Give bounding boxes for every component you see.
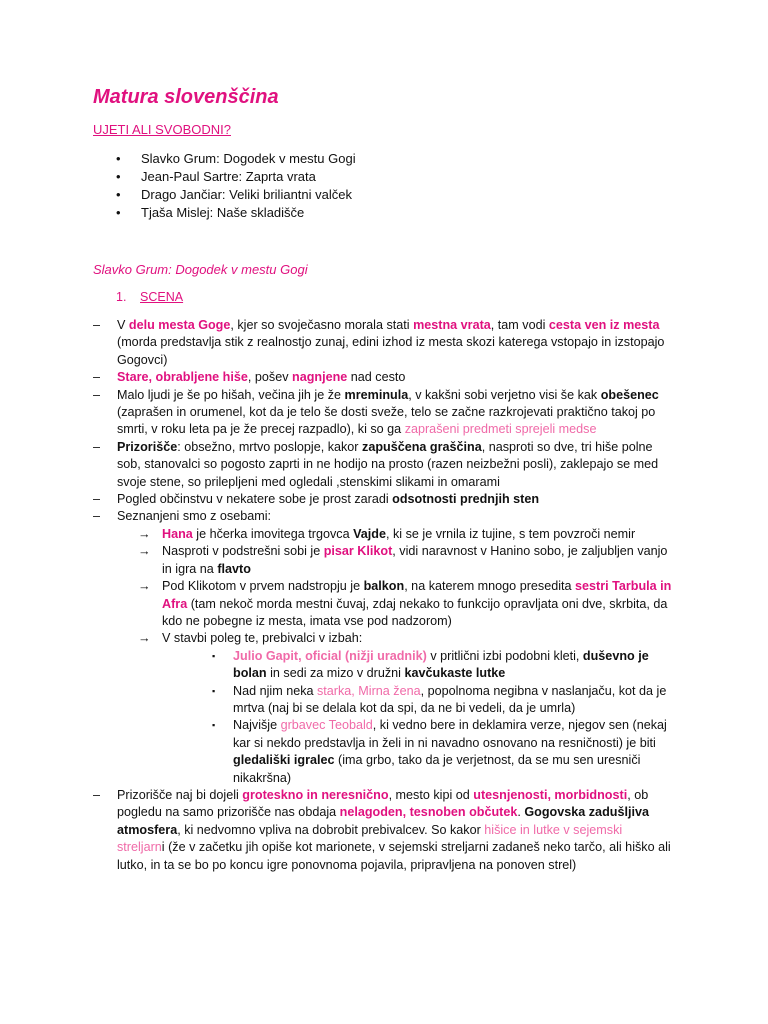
resident-item <box>162 717 673 787</box>
bold-text: mreminula <box>344 387 409 402</box>
square-bullet-icon: ▪ <box>212 685 216 696</box>
note-item <box>93 508 673 787</box>
highlight: Stare, obrabljene hiše <box>117 370 248 385</box>
character-item <box>117 630 673 787</box>
highlight: zaprašeni predmeti sprejeli medse <box>404 422 597 437</box>
text: V <box>117 318 129 332</box>
highlight: nelagoden, tesnoben občutek <box>339 805 518 820</box>
bold-text: obešenec <box>600 387 659 402</box>
text: , pošev <box>247 370 292 385</box>
highlight: Hana <box>162 526 193 541</box>
bullet-icon: • <box>116 169 121 184</box>
text: i <box>161 840 165 855</box>
work-title: Drago Jančiar: Veliki briliantni valček <box>141 187 352 202</box>
dash-icon: – <box>93 509 101 524</box>
heading-number: 1. <box>116 290 127 304</box>
note-item <box>93 491 673 508</box>
text: (ima grbo, tako da je verjetnost, da se mu sen uresniči nikakršna) <box>233 753 641 785</box>
highlight: nagnjene <box>292 370 348 385</box>
resident-item <box>162 683 673 718</box>
bold-text: duševno je bolan <box>233 648 649 681</box>
dash-icon: – <box>93 787 101 802</box>
text: (tam nekoč morda mestni čuvaj, zdaj nekako to funkcijo opravljata oni dve, skrbita, da kdo ne pobegne iz mesta, imata vse pod nadzorom) <box>162 596 668 628</box>
note-item <box>93 387 673 439</box>
page-title: Matura slovenščina <box>93 86 279 108</box>
work-title: Jean-Paul Sartre: Zaprta vrata <box>141 169 316 184</box>
character-item <box>117 578 673 630</box>
text: Nasproti v podstrešni sobi je <box>162 544 324 559</box>
bold-text: balkon <box>363 579 405 594</box>
text: , ki nedvomno vpliva na dobrobit prebivalcev. So kakor <box>177 822 485 837</box>
text: nad cesto <box>347 370 406 385</box>
text: Nad njim neka <box>233 683 317 698</box>
text: (že v začetku jih opiše kot marionete, v sejemski streljarni zadaneš neko tarčo, ali hiško ali lutko, in ta se bo po koncu igre ponovnoma pojavila, pripravljena na ponoven strel) <box>117 840 671 872</box>
note-item <box>93 439 673 491</box>
text: Pod Klikotom v prvem nadstropju je <box>162 579 364 594</box>
bullet-icon: • <box>116 205 121 220</box>
bold-text: kavčukaste lutke <box>404 666 506 681</box>
text: , tam vodi <box>490 318 549 332</box>
square-bullet-icon: ▪ <box>212 650 216 661</box>
residents-list <box>162 648 673 787</box>
text: . <box>517 805 525 820</box>
arrow-right-icon: → <box>138 579 151 594</box>
characters-list <box>117 526 673 787</box>
dash-icon: – <box>93 387 101 402</box>
bold-text: gledališki igralec <box>233 753 335 768</box>
text: , vidi naravnost v Hanino sobo, je zaljubljen vanjo in igra na <box>162 544 668 576</box>
text: , v kakšni sobi verjetno visi še kak <box>408 387 601 402</box>
dash-icon: – <box>93 439 101 454</box>
list-item <box>116 204 356 222</box>
list-item <box>116 168 356 186</box>
notes-list <box>93 317 673 874</box>
text: je hčerka imovitega trgovca <box>192 526 354 541</box>
work-title: Slavko Grum: Dogodek v mestu Gogi <box>141 151 356 166</box>
works-list <box>116 150 356 222</box>
highlight: mestna vrata <box>413 318 491 332</box>
square-bullet-icon: ▪ <box>212 720 216 731</box>
text: : obsežno, mrtvo poslopje, kakor <box>177 439 363 454</box>
doc-subtitle: UJETI ALI SVOBODNI? <box>93 122 231 137</box>
bold-text: Prizorišče <box>117 439 178 454</box>
highlight: starka, Mirna žena <box>317 683 421 698</box>
list-item <box>116 150 356 168</box>
dash-icon: – <box>93 370 101 385</box>
text: , ob pogledu na samo prizorišče nas obdaja <box>117 787 649 820</box>
list-item <box>116 186 356 204</box>
highlight: pisar Klikot <box>323 544 393 559</box>
dash-icon: – <box>93 318 101 332</box>
heading-label: SCENA <box>140 290 184 304</box>
highlight: groteskno in neresnično <box>242 787 389 802</box>
bullet-icon: • <box>116 187 121 202</box>
text: Najvišje <box>233 718 281 733</box>
note-item <box>93 787 673 874</box>
highlight: utesnjenosti, morbidnosti <box>473 787 628 802</box>
character-item <box>117 543 673 578</box>
character-item <box>117 526 673 543</box>
arrow-right-icon: → <box>138 631 151 646</box>
text: (zaprašen in orumenel, kot da je telo še dosti sveže, telo se začne razkrojevati praktično takoj po smrti, v roku leta pa je že precej razpadlo), ki so ga <box>117 405 656 437</box>
section-title: Slavko Grum: Dogodek v mestu Gogi <box>93 262 308 277</box>
text: v pritlični izbi podobni kleti, <box>426 648 583 663</box>
arrow-right-icon: → <box>138 526 151 541</box>
arrow-right-icon: → <box>138 544 151 559</box>
text: , ki vedno bere in deklamira verze, njegov sen (nekaj kar si nekdo predstavlja in želi in ni navadno osnovano na resničnosti) je biti <box>233 718 667 750</box>
text: Prizorišče naj bi dojeli <box>117 787 243 802</box>
dash-icon: – <box>93 492 101 507</box>
highlight: delu mesta Goge <box>128 318 231 332</box>
text: , popolnoma negibna v naslanjaču, kot da je mrtva (naj bi se delala kot da spi, da ne bi vedeli, da je umrla) <box>233 683 667 715</box>
text: , kjer so svoječasno morala stati <box>230 318 414 332</box>
highlight: cesta ven iz mesta <box>548 318 660 332</box>
bold-text: Gogovska zadušljiva atmosfera <box>117 805 649 837</box>
highlight: hišice in lutke v sejemski streljarn <box>117 822 623 855</box>
bold-text: odsotnosti prednjih sten <box>392 492 540 507</box>
text: , ki se je vrnila iz tujine, s tem povzroči nemir <box>386 526 636 541</box>
highlight: sestri Tarbula in Afra <box>162 579 672 611</box>
text: V stavbi poleg te, prebivalci v izbah: <box>162 631 363 646</box>
highlight: Julio Gapit, oficial (nižji uradnik) <box>233 648 427 663</box>
text: , nasproti so dve, tri hiše polne sob, stanovalci so pogosto zaprti in ne hodijo na prosto (razen neizbežni posli), zaklepajo se med svoje stene, so prilepljeni med ogledali ,stenskimi slikami in omarami <box>117 439 659 489</box>
bullet-icon: • <box>116 151 121 166</box>
highlight: grbavec Teobald <box>280 718 373 733</box>
bold-text: zapuščena graščina <box>362 439 482 454</box>
work-title: Tjaša Mislej: Naše skladišče <box>141 205 305 220</box>
bold-text: Vajde <box>353 526 386 541</box>
resident-item <box>162 648 673 683</box>
text: Seznanjeni smo z osebami: <box>117 509 272 524</box>
text: (morda predstavlja stik z realnostjo zunaj, edini izhod iz mesta skozi katerega vstopajo in izstopajo Gogovci) <box>117 335 665 367</box>
note-item <box>93 369 673 386</box>
note-item <box>93 317 673 369</box>
bold-text: flavto <box>217 561 251 576</box>
text: , na katerem mnogo presedita <box>404 579 575 594</box>
text: Pogled občinstvu v nekatere sobe je prost zaradi <box>117 492 393 507</box>
text: , mesto kipi od <box>388 787 474 802</box>
text: Malo ljudi je še po hišah, večina jih je že <box>117 387 345 402</box>
text: in sedi za mizo v družni <box>266 666 405 681</box>
numbered-heading <box>116 290 183 304</box>
